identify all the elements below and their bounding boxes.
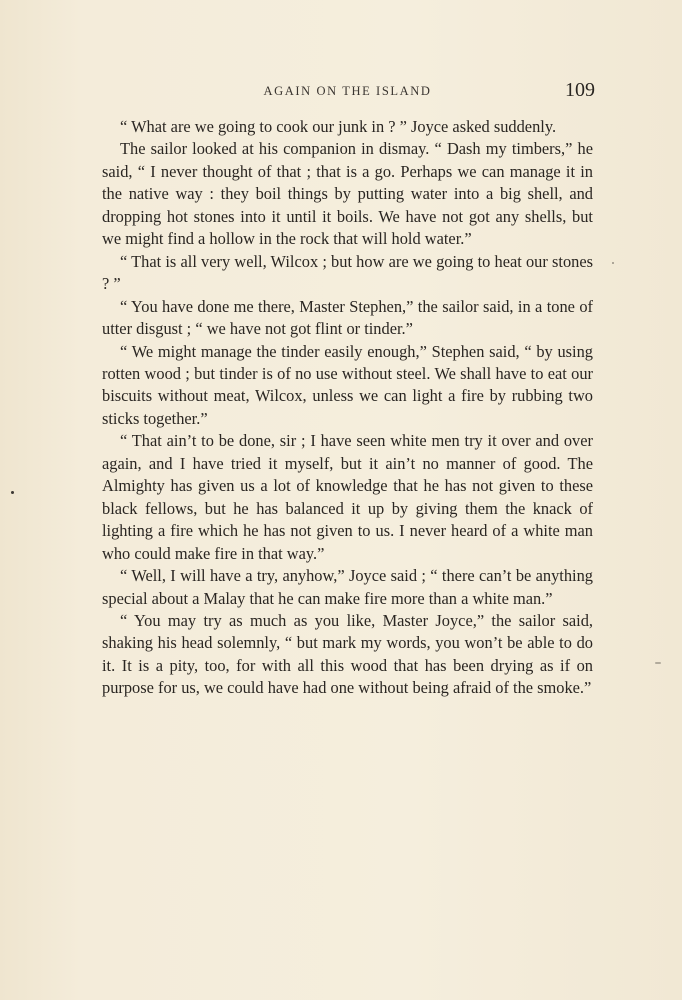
paragraph: “ Well, I will have a try, anyhow,” Joyce said ; “ there can’t be anything special about a Malay that he can make fire more than a white man.” <box>102 566 593 608</box>
paragraph: “ What are we going to cook our junk in ? ” Joyce asked suddenly. <box>120 117 557 136</box>
paragraph: The sailor looked at his companion in dismay. “ Dash my timbers,” he said, “ I never thought of that ; that is a go. Perhaps we can manage it in the native way : they boil things by putting water into a big shell, and dropping hot stones into it until it boils. We have not got any shells, but we might find a hollow in the rock that will hold water.” <box>102 139 593 249</box>
paragraph: “ You may try as much as you like, Master Joyce,” the sailor said, shaking his head solemnly, “ but mark my words, you won’t be able to do it. It is a pity, too, for with all this wood that has been drying as if on purpose for us, we could have had one without being afraid of the smoke.” <box>102 610 593 698</box>
page-number: 109 <box>565 79 595 101</box>
running-head <box>100 79 595 106</box>
print-speck <box>612 262 614 264</box>
paragraph: “ That is all very well, Wilcox ; but how are we going to heat our stones ? ” <box>102 251 593 294</box>
body-text <box>102 116 593 700</box>
paragraph: “ That ain’t to be done, sir ; I have seen white men try it over and over again, and I have tried it myself, but it ain’t no manner of good. The Almighty has given us a lot of knowledge that he has not given to these black fellows, but he has balanced it up by giving them the knack of lighting a fire which he has not given to us. I never heard of a white man who could make fire in that way.” <box>102 431 593 563</box>
print-speck <box>11 491 14 494</box>
paragraph: “ We might manage the tinder easily enough,” Stephen said, “ by using rotten wood ; but tinder is of no use without steel. We shall have to eat our biscuits without meat, Wilcox, unless we can light a fire by rubbing two sticks together.” <box>102 341 593 428</box>
running-title: AGAIN ON THE ISLAND <box>263 84 432 98</box>
print-speck <box>655 662 661 664</box>
paragraph: “ You have done me there, Master Stephen,” the sailor said, in a tone of utter disgust ; “ we have not got flint or tinder.” <box>102 296 593 339</box>
